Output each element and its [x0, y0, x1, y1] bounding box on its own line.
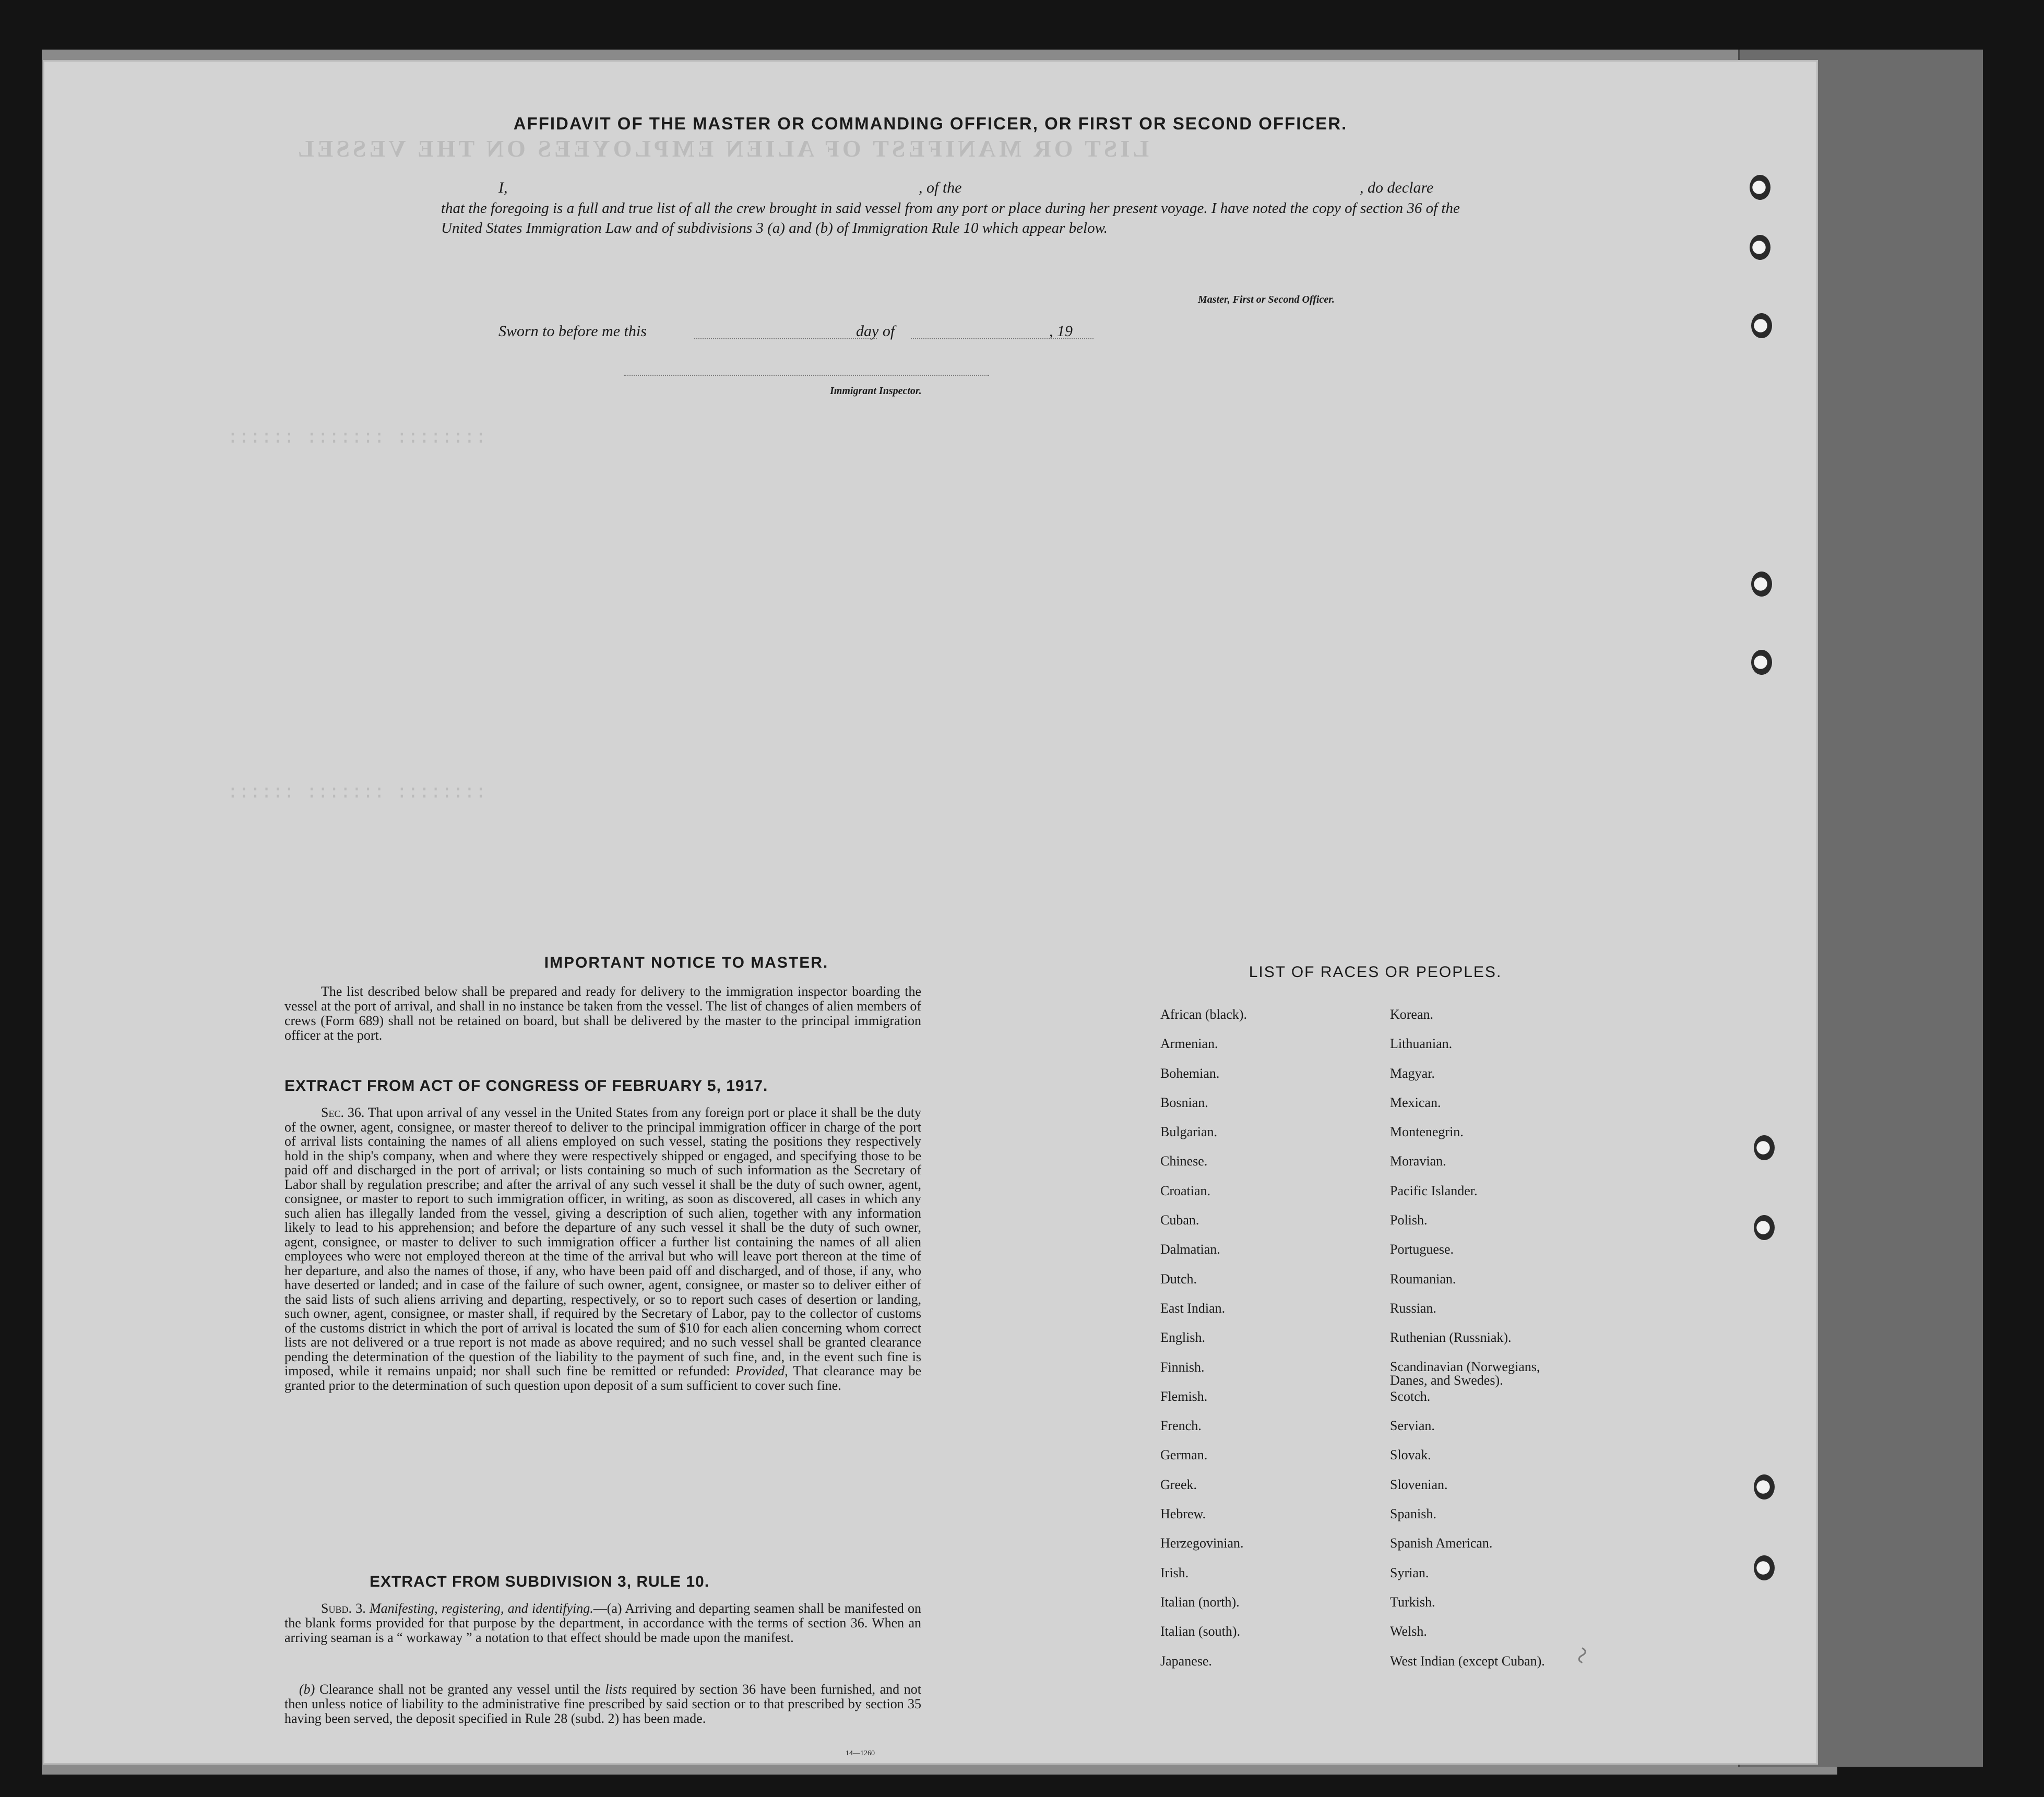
race-item: English.	[1160, 1330, 1205, 1346]
subd-heading: Manifesting, registering, and identifying.	[369, 1601, 593, 1616]
notice-body: The list described below shall be prepared and ready for delivery to the immigration inspector boarding the vessel at the port of arrival, and shall in no instance be taken from the vessel. The list of changes of alien members of crews (Form 689) shall not be retained on board, but shall be delivered by the master to the principal immigration officer at the port.	[284, 984, 921, 1043]
punch-hole	[1754, 1555, 1775, 1580]
race-item: Lithuanian.	[1390, 1036, 1453, 1052]
punch-hole	[1751, 572, 1772, 597]
race-item: Korean.	[1390, 1007, 1434, 1022]
race-item: Italian (north).	[1160, 1594, 1240, 1610]
day-of-text: day of	[856, 323, 895, 340]
punch-hole	[1754, 1135, 1775, 1160]
extract-rule-title: EXTRACT FROM SUBDIVISION 3, RULE 10.	[370, 1573, 710, 1590]
subd-a-body: —(a) Arriving and departing seamen shall be manifested on the blank forms provided for that purpose by the department, in accordance with the terms of section 36. When an arriving seaman is a “ workaway ” a notation to that effect should be made upon the manifest.	[284, 1601, 921, 1645]
section-36-text	[284, 1105, 921, 1393]
subd-b-lists: lists	[605, 1682, 627, 1697]
race-item: African (black).	[1160, 1007, 1247, 1022]
notice-title: IMPORTANT NOTICE TO MASTER.	[544, 954, 829, 971]
race-item: Polish.	[1390, 1212, 1428, 1228]
master-signature-caption: Master, First or Second Officer.	[1198, 294, 1335, 305]
race-item: French.	[1160, 1418, 1202, 1434]
section-label: Sec. 36.	[321, 1105, 365, 1120]
race-item: Bohemian.	[1160, 1065, 1220, 1081]
race-item: Spanish.	[1390, 1506, 1436, 1522]
race-item: Cuban.	[1160, 1212, 1199, 1228]
day-blank	[694, 338, 877, 339]
race-item: German.	[1160, 1447, 1208, 1463]
race-item: Spanish American.	[1390, 1536, 1493, 1551]
bleed-through: :::::: ::::::: ::::::::	[227, 427, 486, 448]
punch-hole	[1751, 650, 1772, 675]
punch-hole	[1754, 1215, 1775, 1240]
race-item: Welsh.	[1390, 1624, 1427, 1639]
subdivision-3b-text	[284, 1682, 921, 1726]
affidavit-i: I,	[498, 179, 508, 196]
race-item: Russian.	[1390, 1300, 1436, 1316]
race-item: Flemish.	[1160, 1388, 1208, 1404]
race-item: Croatian.	[1160, 1183, 1211, 1198]
subd-b-label: (b)	[299, 1682, 315, 1697]
punch-hole	[1751, 313, 1772, 338]
provided-word: Provided,	[735, 1363, 788, 1378]
races-right-column	[1390, 1007, 1578, 1683]
year-text: , 19	[1049, 323, 1073, 340]
subdivision-3a-text	[284, 1601, 921, 1645]
race-item: Moravian.	[1390, 1153, 1446, 1169]
race-item: Finnish.	[1160, 1359, 1205, 1375]
races-left-column	[1160, 1007, 1247, 1683]
handwritten-mark: ~	[1563, 1641, 1601, 1670]
race-item: Mexican.	[1390, 1094, 1441, 1110]
race-item: Servian.	[1390, 1418, 1435, 1434]
punch-hole	[1750, 235, 1770, 260]
affidavit-title: AFFIDAVIT OF THE MASTER OR COMMANDING OFFICER, OR FIRST OR SECOND OFFICER.	[513, 114, 1348, 133]
punch-hole	[1754, 1474, 1775, 1500]
race-item: Dutch.	[1160, 1271, 1197, 1287]
punch-hole	[1750, 175, 1770, 200]
race-item: Syrian.	[1390, 1565, 1429, 1580]
race-item: Italian (south).	[1160, 1624, 1241, 1639]
affidavit-body: that the foregoing is a full and true list of all the crew brought in said vessel from any port or place during her present voyage. I have noted the copy of section 36 of the United States Immigration Law and of subdivisions 3 (a) and (b) of Immigration Rule 10 which appear below.	[441, 200, 1460, 236]
race-item: West Indian (except Cuban).	[1390, 1653, 1545, 1669]
form-number: 14—1260	[846, 1750, 875, 1757]
race-item: Greek.	[1160, 1477, 1197, 1492]
race-item: Portuguese.	[1390, 1242, 1454, 1257]
extract-act-title: EXTRACT FROM ACT OF CONGRESS OF FEBRUARY 5, 1917.	[284, 1077, 768, 1094]
race-item: Scandinavian (Norwegians, Danes, and Swedes).	[1390, 1359, 1540, 1388]
affidavit-of-the: , of the	[919, 179, 962, 196]
document-page	[44, 62, 1816, 1763]
race-item: Pacific Islander.	[1390, 1183, 1478, 1198]
race-item: Bosnian.	[1160, 1094, 1208, 1110]
race-item: Herzegovinian.	[1160, 1536, 1244, 1551]
race-item: Dalmatian.	[1160, 1242, 1220, 1257]
race-item: East Indian.	[1160, 1300, 1226, 1316]
race-item: Hebrew.	[1160, 1506, 1206, 1522]
inspector-caption: Immigrant Inspector.	[830, 385, 922, 397]
races-title: LIST OF RACES OR PEOPLES.	[1249, 963, 1502, 981]
race-item: Armenian.	[1160, 1036, 1218, 1052]
race-item: Slovak.	[1390, 1447, 1431, 1463]
race-item: Turkish.	[1390, 1594, 1435, 1610]
bleed-through: :::::: ::::::: ::::::::	[227, 782, 486, 803]
subd-label: Subd. 3.	[321, 1601, 366, 1616]
subd-b-body-1: Clearance shall not be granted any vessel until the	[319, 1682, 601, 1697]
race-item: Montenegrin.	[1390, 1124, 1464, 1140]
race-item: Scotch.	[1390, 1388, 1431, 1404]
race-item: Chinese.	[1160, 1153, 1208, 1169]
race-item: Roumanian.	[1390, 1271, 1456, 1287]
race-item: Bulgarian.	[1160, 1124, 1218, 1140]
race-item: Slovenian.	[1390, 1477, 1448, 1492]
affidavit-do-declare: , do declare	[1360, 179, 1434, 196]
race-item: Japanese.	[1160, 1653, 1212, 1669]
sworn-text: Sworn to before me this	[498, 323, 647, 340]
race-item: Magyar.	[1390, 1065, 1435, 1081]
race-item: Ruthenian (Russniak).	[1390, 1330, 1512, 1346]
section-36-end: That clearance may be granted prior to the determination of such question upon deposit of a sum sufficient to cover such fine.	[284, 1363, 922, 1393]
race-item: Irish.	[1160, 1565, 1189, 1580]
bleed-through: LIST OR MANIFEST OF ALIEN EMPLOYEES ON THE VESSEL	[295, 135, 1149, 162]
section-36-body: That upon arrival of any vessel in the United States from any foreign port or place it shall be the duty of the owner, agent, consignee, or master thereof to deliver to the principal immigration officer in charge of the port of arrival lists containing the names of all aliens employed on such vessel, stating the positions they respectively hold in the ship's company, when and where they were respectively shipped or engaged, and specifying those to be paid off and discharged in the port of arrival; or lists containing so much of such information as the Secretary of Labor shall by regulation prescribe; and after the arrival of any such vessel it shall be the duty of such owner, agent, consignee, or master to report to such immigration officer, in writing, as soon as discovered, all cases in which any such alien has illegally landed from the vessel, giving a description of such alien, together with any information likely to lead to his apprehension; and before the departure of any such vessel it shall be the duty of such owner, agent, consignee, or master to deliver to such immigration officer a further list containing the names of all alien employees who were not employed thereon at the time of the arrival but who will leave port thereon at the time of her departure, and also the names of those, if any, who have been paid off and discharged, and of those, if any, who have deserted or landed; and in case of the failure of such owner, agent, consignee, or master so to deliver either of the said lists of such aliens arriving and departing, respectively, or so to report such cases of desertion or landing, such owner, agent, consignee, or master shall, if required by the Secretary of Labor, pay to the collector of customs of the customs district in which the port of arrival is located the sum of $10 for each alien concerning whom correct lists are not delivered or a true report is not made as above required; and no such vessel shall be granted clearance pending the determination of the question of the liability to the payment of such fine, and, in the event such fine is imposed, while it remains unpaid; nor shall such fine be remitted or refunded:	[284, 1105, 922, 1378]
inspector-signature-line	[624, 375, 989, 376]
subd-b-body-2: required by section 36 have been furnished, and not then unless notice of liability to the administrative fine prescribed by said section or to that prescribed by section 35 having been served, the deposit specified in Rule 28 (subd. 2) has been made.	[284, 1682, 922, 1726]
